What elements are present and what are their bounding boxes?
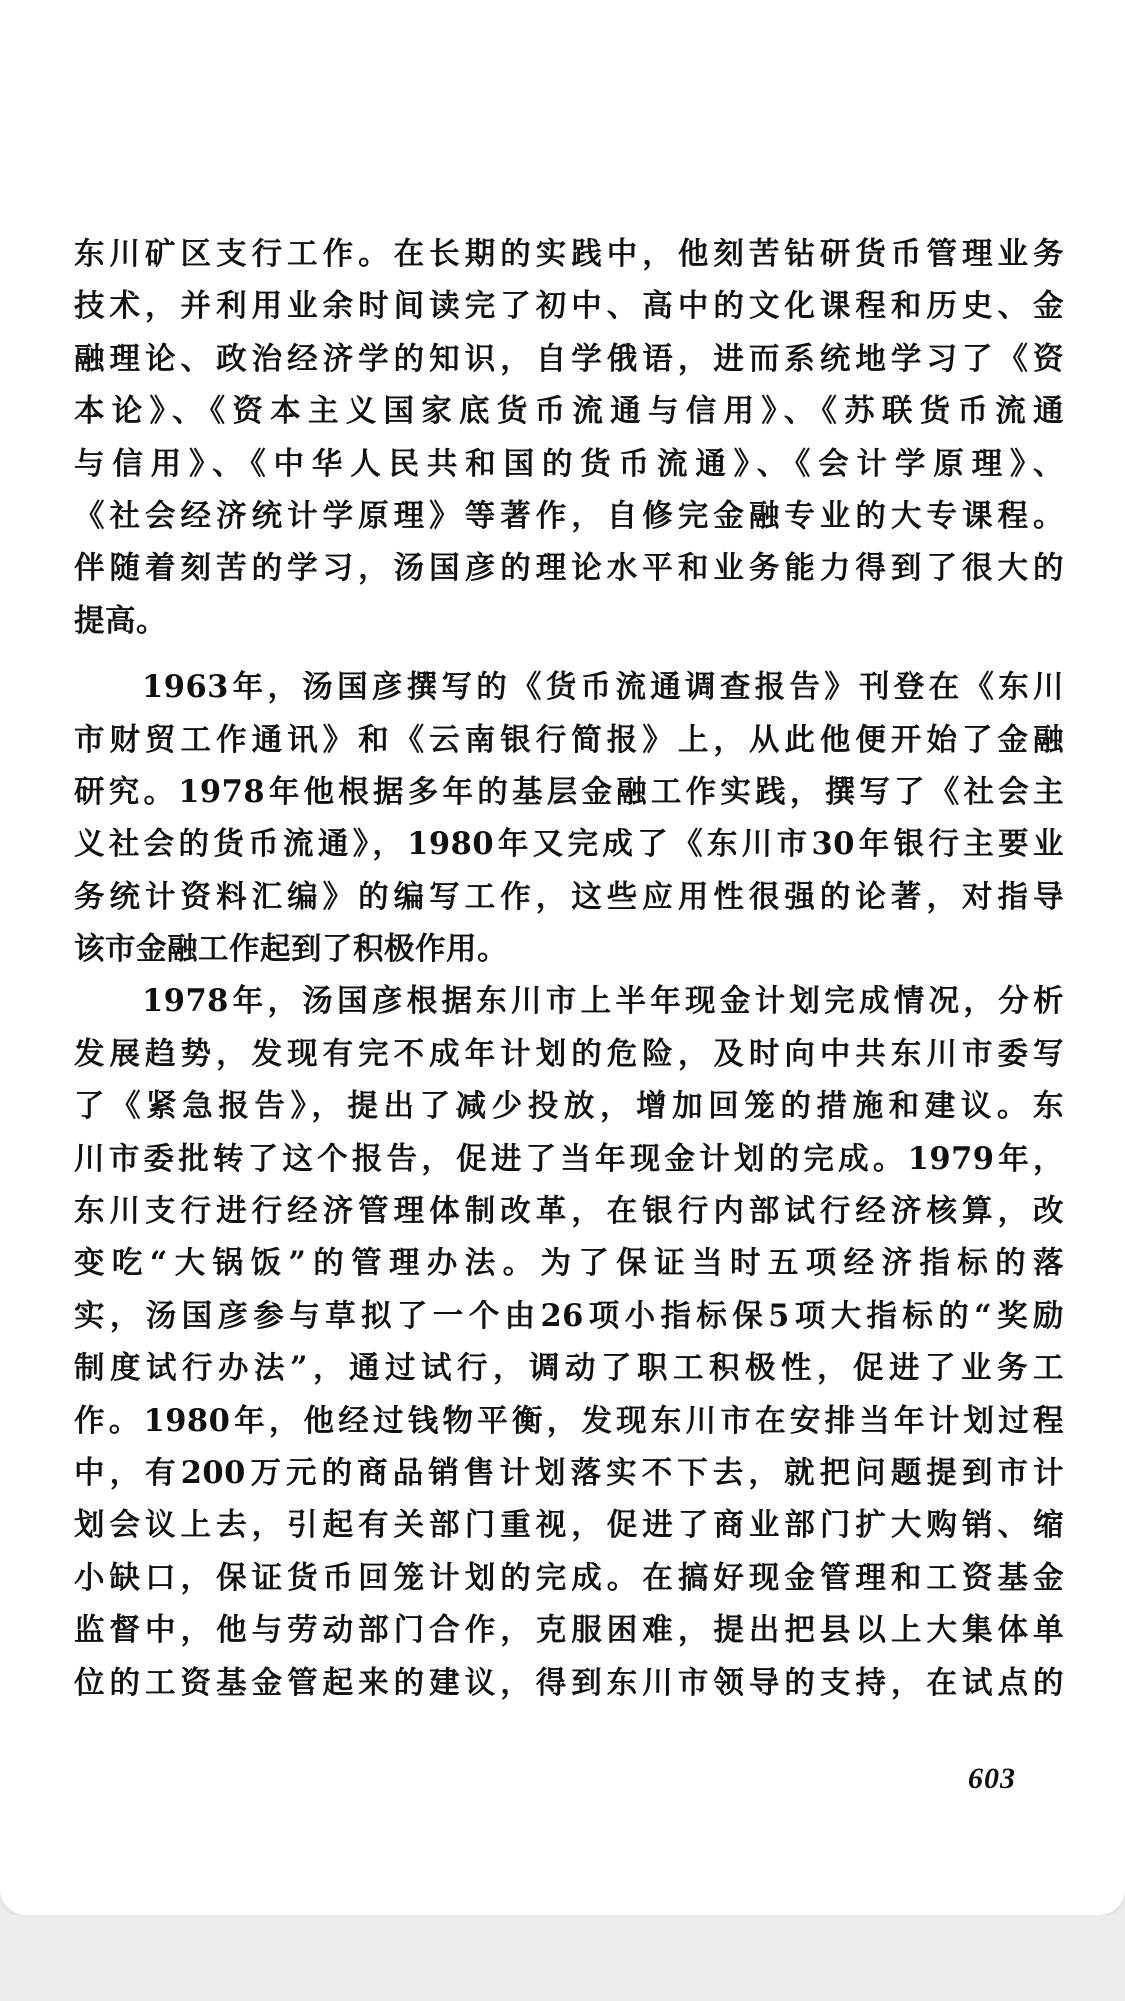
- page-number: 603: [968, 1762, 1016, 1795]
- text-line: 小缺口，保证货币回笼计划的完成。在搞好现金管理和工资基金: [74, 1559, 1064, 1596]
- text-line: 市财贸工作通讯》和《云南银行简报》上，从此他便开始了金融: [74, 721, 1064, 758]
- paragraph-2: [74, 661, 1064, 975]
- text-line: 监督中，他与劳动部门合作，克服困难，提出把县以上大集体单: [74, 1612, 1064, 1649]
- text-line: 伴随着刻苦的学习，汤国彦的理论水平和业务能力得到了很大的: [74, 550, 1064, 587]
- text-line: 技术，并利用业余时间读完了初中、高中的文化课程和历史、金: [74, 288, 1064, 325]
- paragraph-3: [74, 975, 1064, 1708]
- text-line: 了《紧急报告》，提出了减少投放，增加回笼的措施和建议。东: [74, 1088, 1064, 1125]
- text-line: 划会议上去，引起有关部门重视，促进了商业部门扩大购销、缩: [74, 1507, 1064, 1544]
- text-line: 中，有200万元的商品销售计划落实不下去，就把问题提到市计: [74, 1454, 1064, 1491]
- text-line: 务统计资料汇编》的编写工作，这些应用性很强的论著，对指导: [74, 878, 1064, 915]
- text-line: 变吃“大锅饭”的管理办法。为了保证当时五项经济指标的落: [74, 1245, 1064, 1282]
- text-line: 义社会的货币流通》，1980年又完成了《东川市30年银行主要业: [74, 826, 1064, 863]
- text-line: 作。1980年，他经过钱物平衡，发现东川市在安排当年计划过程: [74, 1402, 1064, 1439]
- text-line: 东川矿区支行工作。在长期的实践中，他刻苦钻研货币管理业务: [74, 236, 1064, 272]
- text-line: 与信用》、《中华人民共和国的货币流通》、《会计学原理》、: [74, 445, 1064, 482]
- text-line: 发展趋势，发现有完不成年计划的危险，及时向中共东川市委写: [74, 1035, 1064, 1072]
- text-line: 川市委批转了这个报告，促进了当年现金计划的完成。1979年，: [74, 1140, 1064, 1177]
- text-line: 提高。: [74, 602, 167, 639]
- body-text: [74, 228, 1064, 1709]
- text-line: 《社会经济统计学原理》等著作，自修完金融专业的大专课程。: [74, 497, 1064, 534]
- text-line: 该市金融工作起到了积极作用。: [74, 931, 508, 968]
- text-line: 融理论、政治经济学的知识，自学俄语，进而系统地学习了《资: [74, 340, 1064, 377]
- text-line: 位的工资基金管起来的建议，得到东川市领导的支持，在试点的: [74, 1664, 1064, 1701]
- text-line: 1963年，汤国彦撰写的《货币流通调查报告》刊登在《东川: [142, 669, 1064, 706]
- text-line: 本论》、《资本主义国家底货币流通与信用》、《苏联货币流通: [74, 393, 1064, 430]
- text-line: 东川支行进行经济管理体制改革，在银行内部试行经济核算，改: [74, 1193, 1064, 1230]
- text-line: 制度试行办法”，通过试行，调动了职工积极性，促进了业务工: [74, 1350, 1064, 1387]
- reader-bottom-area: [0, 1915, 1125, 2001]
- paragraph-1: [74, 228, 1064, 647]
- text-line: 1978年，汤国彦根据东川市上半年现金计划完成情况，分析: [142, 983, 1064, 1020]
- text-line: 实，汤国彦参与草拟了一个由26项小指标保5项大指标的“奖励: [74, 1297, 1064, 1334]
- text-line: 研究。1978年他根据多年的基层金融工作实践，撰写了《社会主: [74, 773, 1064, 810]
- paragraph-gap: [74, 647, 1064, 661]
